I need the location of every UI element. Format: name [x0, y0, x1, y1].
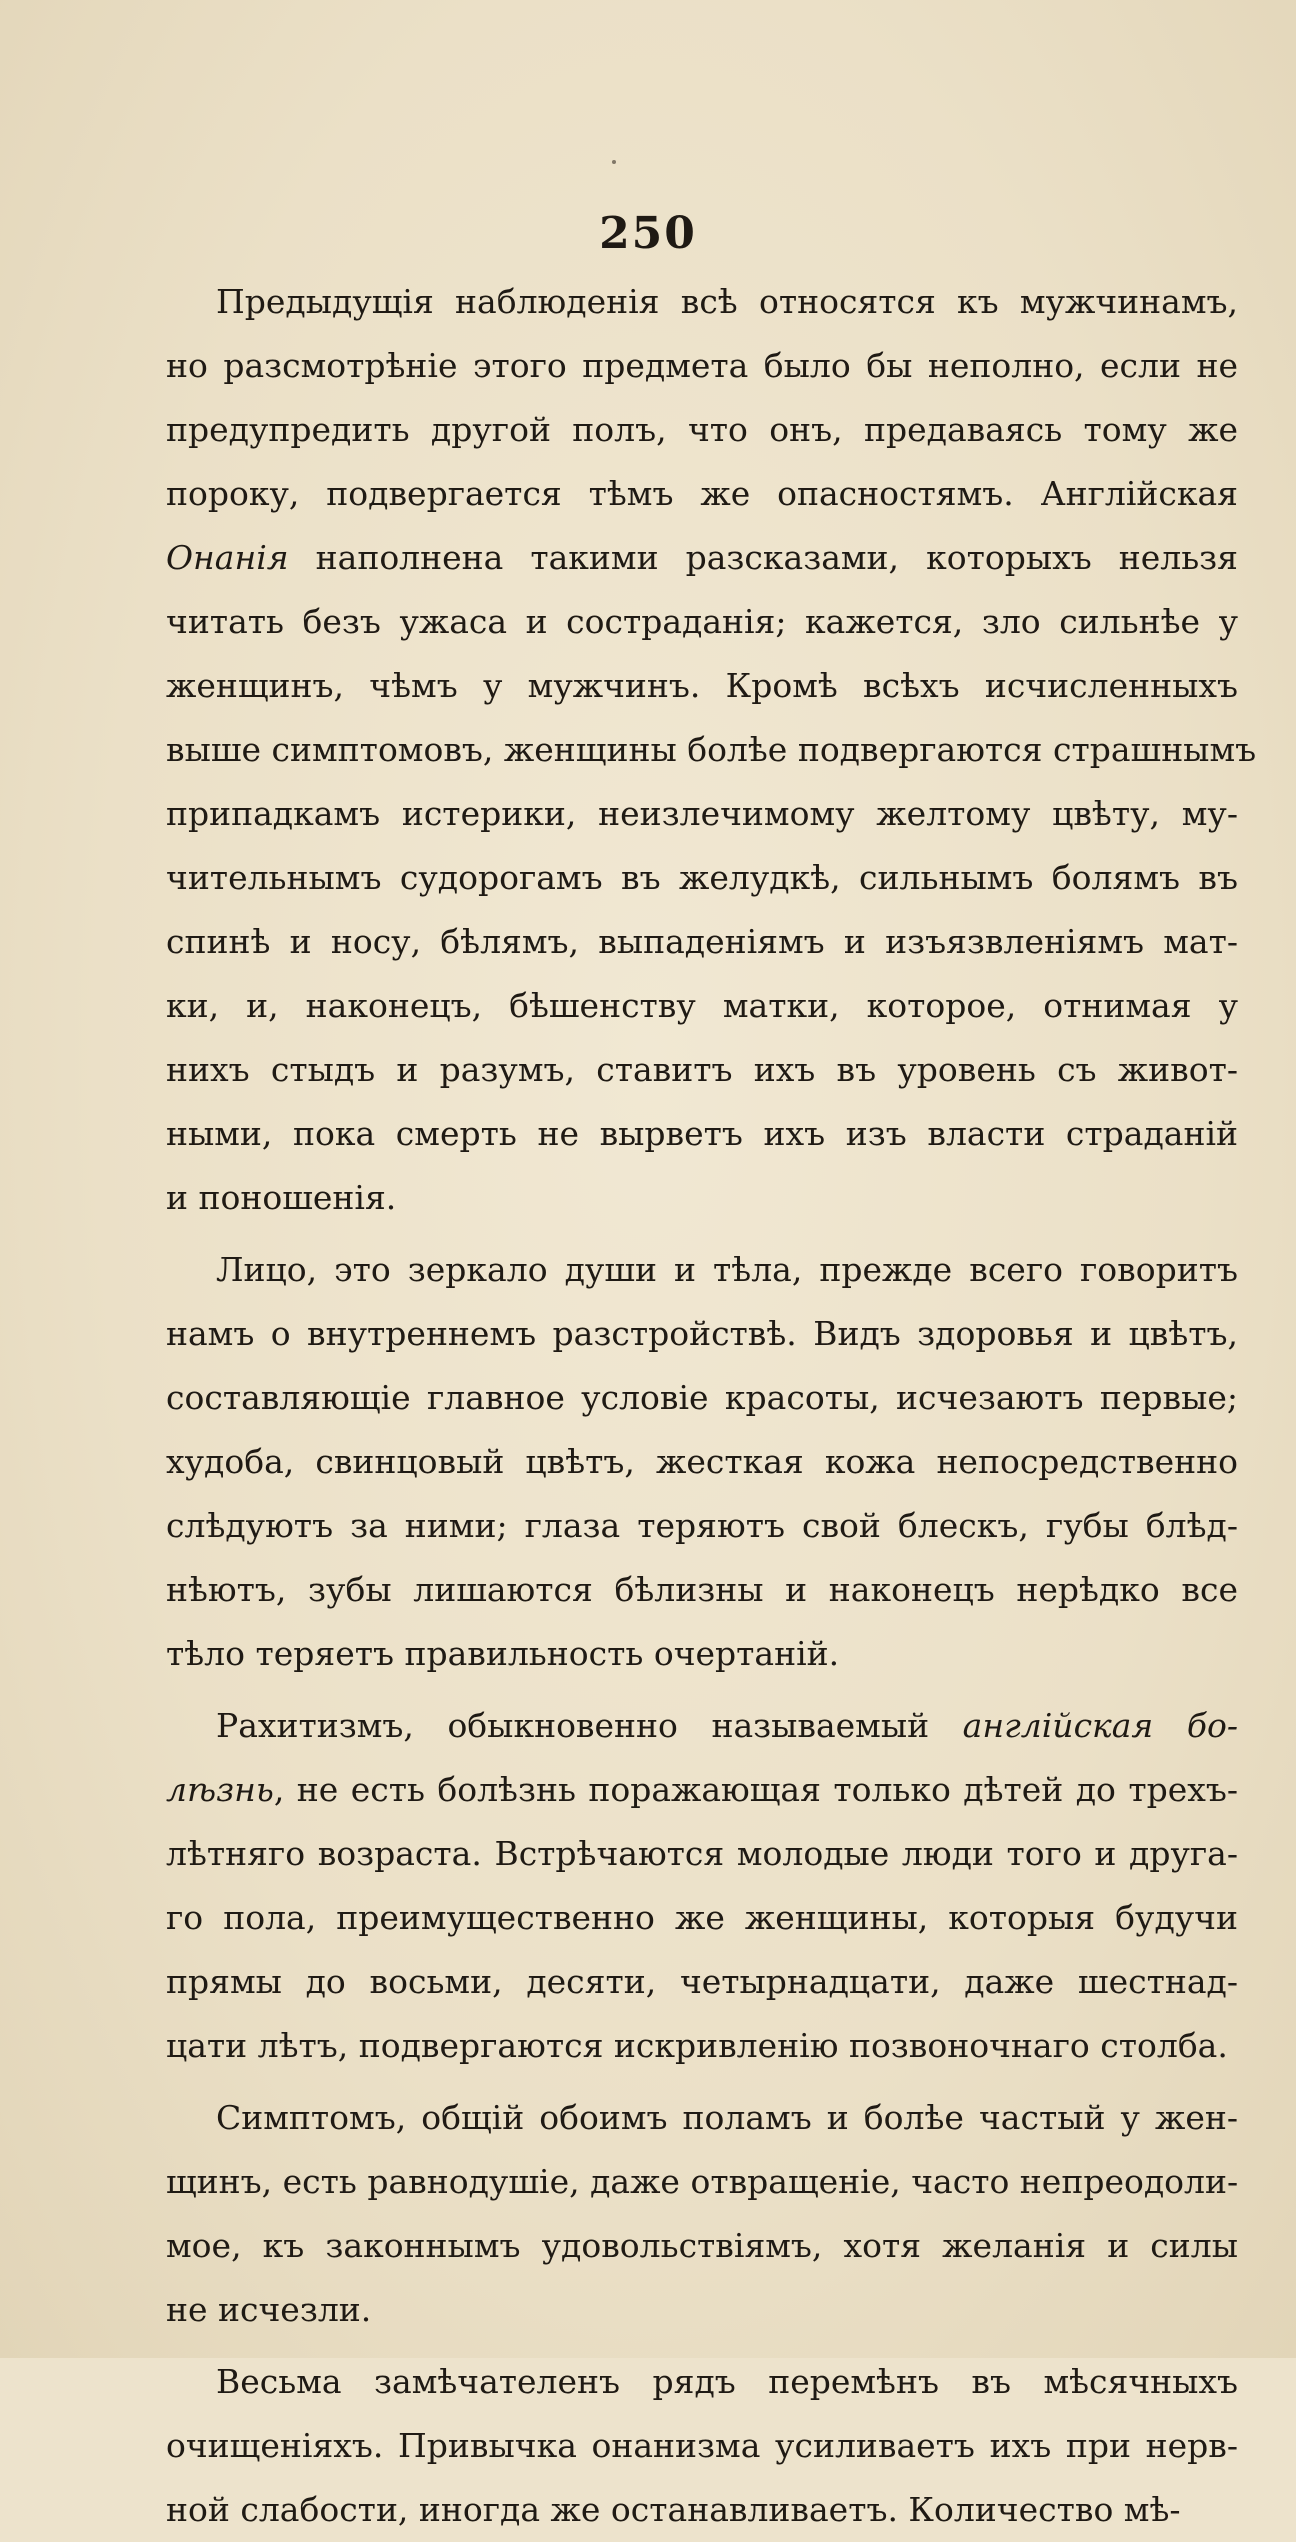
text-line: ки, и, наконецъ, бѣшенству матки, которое, отнимая у: [166, 986, 1238, 1025]
body-text: [166, 270, 1257, 2542]
paragraph: [166, 270, 1257, 1230]
paragraph: [166, 2086, 1238, 2342]
paragraph: [166, 1694, 1238, 2078]
text-line: худоба, свинцовый цвѣтъ, жесткая кожа непосредственно: [166, 1442, 1238, 1481]
text-line: припадкамъ истерики, неизлечимому желтому цвѣту, му-: [166, 794, 1238, 833]
text-line: предупредить другой полъ, что онъ, предаваясь тому же: [166, 410, 1238, 449]
text-line: нихъ стыдъ и разумъ, ставитъ ихъ въ уровень съ живот-: [166, 1050, 1238, 1089]
text-line: нѣютъ, зубы лишаются бѣлизны и наконецъ нерѣдко все: [166, 1570, 1238, 1609]
text-line: спинѣ и носу, бѣлямъ, выпаденіямъ и изъязвленіямъ мат-: [166, 922, 1238, 961]
text-line: го пола, преимущественно же женщины, которыя будучи: [166, 1898, 1238, 1937]
text-line: очищеніяхъ. Привычка онанизма усиливаетъ ихъ при нерв-: [166, 2426, 1238, 2465]
text-line: выше симптомовъ, женщины болѣе подвергаются страшнымъ: [166, 730, 1257, 769]
text-line: Весьма замѣчателенъ рядъ перемѣнъ въ мѣсячныхъ: [216, 2362, 1238, 2401]
page-number: 250: [599, 208, 697, 259]
text-line: Симптомъ, общій обоимъ поламъ и болѣе частый у жен-: [216, 2098, 1238, 2137]
text-line: лѣзнь, не есть болѣзнь поражающая только дѣтей до трехъ-: [166, 1770, 1238, 1809]
text-line: женщинъ, чѣмъ у мужчинъ. Кромѣ всѣхъ исчисленныхъ: [166, 666, 1238, 705]
text-line: Лицо, это зеркало души и тѣла, прежде всего говоритъ: [216, 1250, 1238, 1289]
text-line: лѣтняго возраста. Встрѣчаются молодые люди того и друга-: [166, 1834, 1238, 1873]
text-line: ными, пока смерть не вырветъ ихъ изъ власти страданій: [166, 1114, 1238, 1153]
italic-phrase: Онанія: [166, 538, 289, 577]
italic-phrase: лѣзнь: [166, 1770, 274, 1809]
paragraph-gap: [166, 2342, 1238, 2350]
paragraph-gap: [166, 1230, 1238, 1238]
text-line: намъ о внутреннемъ разстройствѣ. Видъ здоровья и цвѣтъ,: [166, 1314, 1238, 1353]
text-line: слѣдуютъ за ними; глаза теряютъ свой блескъ, губы блѣд-: [166, 1506, 1238, 1545]
text-line: Онанія наполнена такими разсказами, которыхъ нельзя: [166, 538, 1238, 577]
text-line: и поношенія.: [166, 1178, 397, 1217]
text-line: Предыдущія наблюденія всѣ относятся къ мужчинамъ,: [216, 282, 1238, 321]
text-line: чительнымъ судорогамъ въ желудкѣ, сильнымъ болямъ въ: [166, 858, 1238, 897]
text-line: мое, къ законнымъ удовольствіямъ, хотя желанія и силы: [166, 2226, 1238, 2265]
text-line: не исчезли.: [166, 2290, 372, 2329]
text-line: тѣло теряетъ правильность очертаній.: [166, 1634, 840, 1673]
text-line: щинъ, есть равнодушіе, даже отвращеніе, часто непреодоли-: [166, 2162, 1239, 2201]
italic-phrase: англійская бо-: [962, 1706, 1238, 1745]
text-line: ной слабости, иногда же останавливаетъ. Количество мѣ-: [166, 2490, 1181, 2529]
paragraph: [166, 2350, 1238, 2542]
text-line: составляющіе главное условіе красоты, исчезаютъ первые;: [166, 1378, 1238, 1417]
text-line: прямы до восьми, десяти, четырнадцати, даже шестнад-: [166, 1962, 1238, 2001]
text-line: но разсмотрѣніе этого предмета было бы неполно, если не: [166, 346, 1238, 385]
ink-speck: [612, 160, 616, 164]
text-line: цати лѣтъ, подвергаются искривленію позвоночнаго столба.: [166, 2026, 1228, 2065]
text-line: пороку, подвергается тѣмъ же опасностямъ. Англійская: [166, 474, 1238, 513]
text-line: Рахитизмъ, обыкновенно называемый англійская бо-: [216, 1706, 1238, 1745]
paragraph: [166, 1238, 1238, 1686]
text-line: читать безъ ужаса и состраданія; кажется, зло сильнѣе у: [166, 602, 1238, 641]
paragraph-gap: [166, 1686, 1238, 1694]
paragraph-gap: [166, 2078, 1238, 2086]
